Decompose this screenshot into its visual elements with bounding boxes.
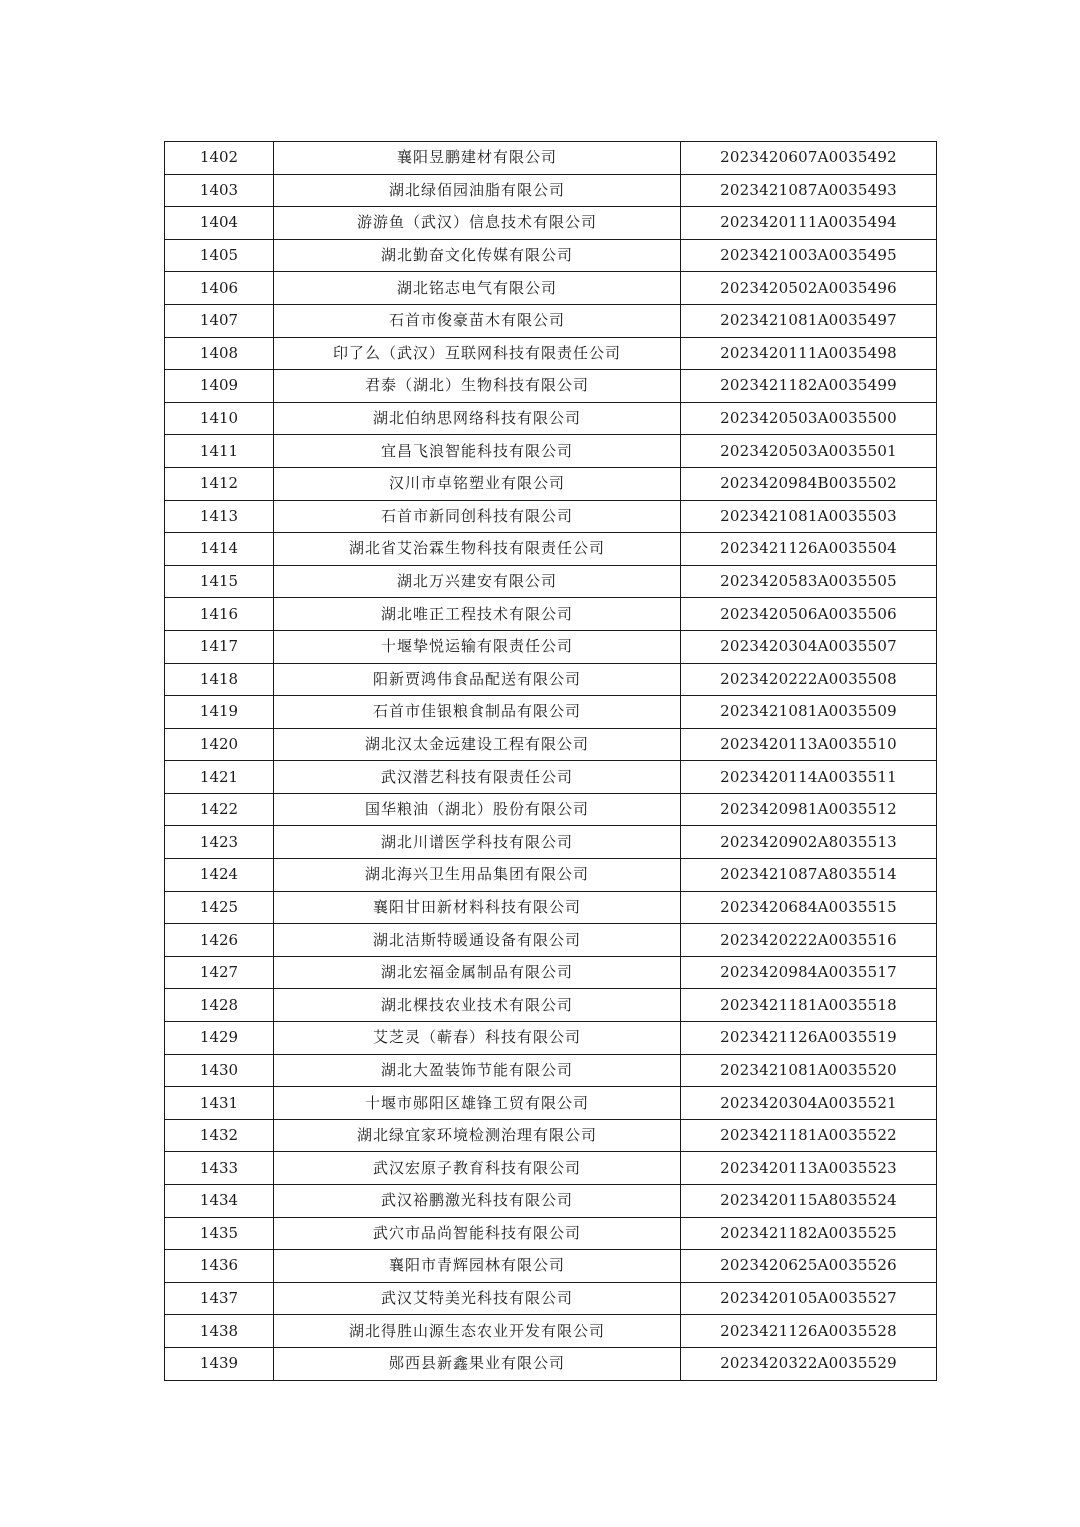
company-name-cell: 湖北得胜山源生态农业开发有限公司 [274,1315,681,1348]
row-number-cell: 1427 [165,956,274,989]
registration-code-cell: 2023420506A0035506 [681,598,937,631]
table-row [165,467,937,500]
company-name-cell: 湖北宏福金属制品有限公司 [274,956,681,989]
registration-code-cell: 2023420105A0035527 [681,1282,937,1315]
company-name-cell: 湖北绿宜家环境检测治理有限公司 [274,1119,681,1152]
table-row [165,728,937,761]
row-number-cell: 1419 [165,696,274,729]
table-row [165,402,937,435]
table-row [165,989,937,1022]
registration-code-cell: 2023421181A0035518 [681,989,937,1022]
registration-code-cell: 2023420113A0035510 [681,728,937,761]
table-row [165,435,937,468]
table-row [165,500,937,533]
registration-code-cell: 2023420981A0035512 [681,793,937,826]
row-number-cell: 1423 [165,826,274,859]
registration-code-cell: 2023420502A0035496 [681,272,937,305]
registration-code-cell: 2023420984B0035502 [681,467,937,500]
registration-code-cell: 2023420222A0035508 [681,663,937,696]
company-name-cell: 宜昌飞浪智能科技有限公司 [274,435,681,468]
table-row [165,1022,937,1055]
registration-code-cell: 2023421126A0035504 [681,533,937,566]
row-number-cell: 1429 [165,1022,274,1055]
row-number-cell: 1414 [165,533,274,566]
registration-code-cell: 2023420222A0035516 [681,924,937,957]
table-row [165,142,937,175]
table-row [165,1185,937,1218]
row-number-cell: 1421 [165,761,274,794]
registration-code-cell: 2023420625A0035526 [681,1250,937,1283]
row-number-cell: 1434 [165,1185,274,1218]
table-row [165,304,937,337]
company-name-cell: 艾芝灵（蕲春）科技有限公司 [274,1022,681,1055]
company-name-cell: 湖北棵技农业技术有限公司 [274,989,681,1022]
company-name-cell: 武穴市品尚智能科技有限公司 [274,1217,681,1250]
row-number-cell: 1438 [165,1315,274,1348]
registration-code-cell: 2023421181A0035522 [681,1119,937,1152]
company-name-cell: 湖北勤奋文化传媒有限公司 [274,239,681,272]
row-number-cell: 1405 [165,239,274,272]
table-row [165,1282,937,1315]
registration-code-cell: 2023421087A0035493 [681,174,937,207]
table-row [165,565,937,598]
row-number-cell: 1433 [165,1152,274,1185]
registration-code-cell: 2023420902A8035513 [681,826,937,859]
table-row [165,337,937,370]
company-name-cell: 阳新贾鸿伟食品配送有限公司 [274,663,681,696]
table-row [165,1250,937,1283]
row-number-cell: 1404 [165,207,274,240]
company-name-cell: 石首市佳银粮食制品有限公司 [274,696,681,729]
registration-code-cell: 2023421081A0035509 [681,696,937,729]
row-number-cell: 1428 [165,989,274,1022]
table-row [165,174,937,207]
row-number-cell: 1437 [165,1282,274,1315]
registration-code-cell: 2023420583A0035505 [681,565,937,598]
row-number-cell: 1406 [165,272,274,305]
company-name-cell: 十堰挚悦运输有限责任公司 [274,630,681,663]
row-number-cell: 1422 [165,793,274,826]
company-name-cell: 湖北海兴卫生用品集团有限公司 [274,859,681,892]
table-row [165,956,937,989]
registration-code-cell: 2023420111A0035498 [681,337,937,370]
registration-code-cell: 2023420322A0035529 [681,1347,937,1380]
row-number-cell: 1402 [165,142,274,175]
table-row [165,1315,937,1348]
registration-code-cell: 2023420684A0035515 [681,891,937,924]
company-name-cell: 石首市新同创科技有限公司 [274,500,681,533]
company-list-table [164,141,937,1381]
company-name-cell: 襄阳市青辉园林有限公司 [274,1250,681,1283]
table-row [165,1087,937,1120]
row-number-cell: 1430 [165,1054,274,1087]
table-row [165,1152,937,1185]
registration-code-cell: 2023420114A0035511 [681,761,937,794]
table-row [165,826,937,859]
company-name-cell: 湖北伯纳思网络科技有限公司 [274,402,681,435]
table-row [165,924,937,957]
row-number-cell: 1415 [165,565,274,598]
table-row [165,1347,937,1380]
table-row [165,533,937,566]
registration-code-cell: 2023421087A8035514 [681,859,937,892]
company-name-cell: 武汉裕鹏激光科技有限公司 [274,1185,681,1218]
table-row [165,696,937,729]
table-row [165,207,937,240]
registration-code-cell: 2023421081A0035520 [681,1054,937,1087]
registration-code-cell: 2023420304A0035507 [681,630,937,663]
row-number-cell: 1420 [165,728,274,761]
registration-code-cell: 2023421081A0035497 [681,304,937,337]
row-number-cell: 1403 [165,174,274,207]
company-name-cell: 武汉宏原子教育科技有限公司 [274,1152,681,1185]
table-row [165,1119,937,1152]
company-name-cell: 十堰市郧阳区雄锋工贸有限公司 [274,1087,681,1120]
company-name-cell: 游游鱼（武汉）信息技术有限公司 [274,207,681,240]
row-number-cell: 1436 [165,1250,274,1283]
table-body [165,142,937,1381]
table-row [165,239,937,272]
company-name-cell: 印了么（武汉）互联网科技有限责任公司 [274,337,681,370]
table-row [165,793,937,826]
row-number-cell: 1407 [165,304,274,337]
company-name-cell: 武汉艾特美光科技有限公司 [274,1282,681,1315]
company-name-cell: 湖北洁斯特暖通设备有限公司 [274,924,681,957]
registration-code-cell: 2023421182A0035499 [681,370,937,403]
table-row [165,859,937,892]
registration-code-cell: 2023420607A0035492 [681,142,937,175]
table-row [165,598,937,631]
row-number-cell: 1425 [165,891,274,924]
table-row [165,272,937,305]
row-number-cell: 1435 [165,1217,274,1250]
registration-code-cell: 2023420304A0035521 [681,1087,937,1120]
table-row [165,1217,937,1250]
row-number-cell: 1408 [165,337,274,370]
table-row [165,1054,937,1087]
company-name-cell: 湖北万兴建安有限公司 [274,565,681,598]
company-name-cell: 襄阳甘田新材料科技有限公司 [274,891,681,924]
company-name-cell: 襄阳昱鹏建材有限公司 [274,142,681,175]
row-number-cell: 1418 [165,663,274,696]
table-row [165,370,937,403]
registration-code-cell: 2023420113A0035523 [681,1152,937,1185]
table-row [165,663,937,696]
company-name-cell: 郧西县新鑫果业有限公司 [274,1347,681,1380]
company-name-cell: 君泰（湖北）生物科技有限公司 [274,370,681,403]
registration-code-cell: 2023420115A8035524 [681,1185,937,1218]
company-name-cell: 石首市俊豪苗木有限公司 [274,304,681,337]
row-number-cell: 1411 [165,435,274,468]
company-name-cell: 湖北大盈装饰节能有限公司 [274,1054,681,1087]
registration-code-cell: 2023420111A0035494 [681,207,937,240]
registration-code-cell: 2023421003A0035495 [681,239,937,272]
row-number-cell: 1410 [165,402,274,435]
company-name-cell: 湖北汉太金远建设工程有限公司 [274,728,681,761]
company-name-cell: 湖北省艾治霖生物科技有限责任公司 [274,533,681,566]
company-name-cell: 汉川市卓铭塑业有限公司 [274,467,681,500]
company-name-cell: 湖北绿佰园油脂有限公司 [274,174,681,207]
registration-code-cell: 2023420503A0035501 [681,435,937,468]
row-number-cell: 1409 [165,370,274,403]
row-number-cell: 1416 [165,598,274,631]
registration-code-cell: 2023420503A0035500 [681,402,937,435]
company-list-table-container [164,141,936,1381]
registration-code-cell: 2023421126A0035519 [681,1022,937,1055]
row-number-cell: 1424 [165,859,274,892]
registration-code-cell: 2023421126A0035528 [681,1315,937,1348]
registration-code-cell: 2023420984A0035517 [681,956,937,989]
registration-code-cell: 2023421182A0035525 [681,1217,937,1250]
registration-code-cell: 2023421081A0035503 [681,500,937,533]
company-name-cell: 湖北唯正工程技术有限公司 [274,598,681,631]
row-number-cell: 1412 [165,467,274,500]
row-number-cell: 1432 [165,1119,274,1152]
row-number-cell: 1426 [165,924,274,957]
company-name-cell: 湖北铭志电气有限公司 [274,272,681,305]
company-name-cell: 湖北川谱医学科技有限公司 [274,826,681,859]
table-row [165,630,937,663]
row-number-cell: 1417 [165,630,274,663]
table-row [165,891,937,924]
row-number-cell: 1439 [165,1347,274,1380]
company-name-cell: 武汉潜艺科技有限责任公司 [274,761,681,794]
table-row [165,761,937,794]
company-name-cell: 国华粮油（湖北）股份有限公司 [274,793,681,826]
row-number-cell: 1431 [165,1087,274,1120]
row-number-cell: 1413 [165,500,274,533]
